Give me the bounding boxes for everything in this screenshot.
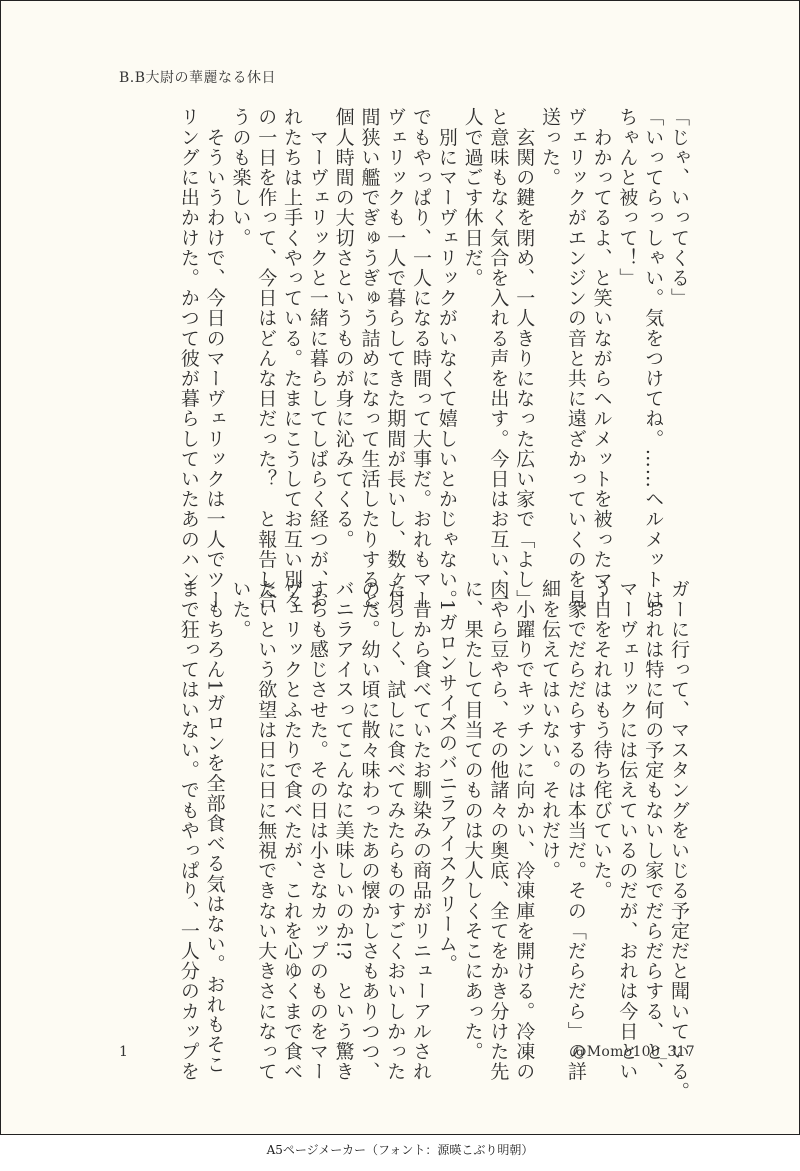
text-line: ヴェリックとふたりで食べたが、これを心ゆくまで食べ	[281, 579, 304, 1082]
text-line: 別にマーヴェリックがいなくて嬉しいとかじゃない。	[435, 107, 458, 610]
text-line: そういうわけで、今日のマーヴェリックは一人でツー	[203, 107, 226, 610]
text-line: いた。	[229, 579, 252, 640]
text-line: まで狂ってはいない。でもやっぱり、一人分のカップを	[177, 579, 200, 1082]
text-line: 個人時間の大切さというものが身に沁みてくる。	[332, 107, 355, 550]
text-line: でもやっぱり、一人になる時間って大事だ。おれもマー	[410, 107, 433, 610]
text-line: れたちは上手くやっている。たまにこうしてお互い別々	[281, 107, 304, 610]
text-line: うのも楽しい。	[229, 107, 252, 248]
text-line: ガーに行って、マスタングをいじる予定だと聞いている。	[668, 579, 690, 1102]
author-handle: @Momo100_317	[572, 1044, 695, 1060]
text-line: う日をそれはもう待ち侘びていた。	[590, 579, 613, 901]
text-line: と意味もなく気合を入れる声を出す。今日はお互い、一	[487, 107, 510, 610]
text-line: 小躍りでキッチンに向かい、冷凍庫を開ける。冷凍の	[513, 579, 536, 1082]
text-line: のだ。幼い頃に散々味わったあの懐かしさもありつつ、	[358, 579, 381, 1082]
text-line: ヴェリックがエンジンの音と共に遠ざかっていくのを見	[564, 107, 587, 610]
page-number: 1	[119, 1044, 128, 1060]
text-line: 「いってらっしゃい。気をつけてね。……ヘルメットは	[642, 107, 665, 610]
text-line: ちゃんと被って！」	[616, 107, 639, 288]
text-line: もちろん1ガロンを全部食べる気はない。おれもそこ	[203, 579, 226, 1075]
text-line: たらしく、試しに食べてみたらものすごくおいしかった	[384, 579, 407, 1082]
text-line: 昔から食べていたお馴染みの商品がリニューアルされ	[410, 579, 433, 1082]
page-title: B.B大尉の華麗なる休日	[119, 70, 277, 86]
text-line: 肉やら豆やら、その他諸々の奥底、全てをかき分けた先	[487, 579, 510, 1082]
text-line: マーヴェリックには伝えているのだが、おれは今日とい	[616, 579, 639, 1082]
text-line: 「じゃ、いってくる」	[668, 107, 690, 308]
text-line: 人で過ごす休日だ。	[461, 107, 484, 288]
text-line: わかってるよ、と笑いながらヘルメットを被ったマー	[590, 107, 613, 610]
body-text-top	[175, 107, 691, 630]
text-line: マーヴェリックと一緒に暮らしてしばらく経つが、お	[306, 107, 329, 610]
text-line: バニラアイスってこんなに美味しいのか!? という驚き	[332, 579, 355, 1082]
text-line: リングに出かけた。かつて彼が暮らしていたあのハン	[177, 107, 200, 590]
text-line: の一日を作って、今日はどんな日だった？ と報告し合	[255, 107, 278, 610]
text-line: 1ガロンサイズのバニラアイスクリーム。	[435, 579, 458, 975]
text-line: 送った。	[539, 107, 562, 188]
text-line: 玄関の鍵を閉め、一人きりになった広い家で「よし」	[513, 107, 536, 610]
text-line: たいという欲望は日に日に無視できない大きさになって	[255, 579, 278, 1082]
text-line: 間狭い艦でぎゅうぎゅう詰めになって生活したりすると、	[358, 107, 381, 630]
text-line: 細を伝えてはいない。それだけ。	[539, 579, 562, 881]
text-line: に、果たして目当てのものは大人しくそこにあった。	[461, 579, 484, 1062]
generator-caption: A5ページメーカー（フォント：源暎こぶり明朝）	[266, 1143, 534, 1157]
text-line: ヴェリックも一人で暮らしてきた期間が長いし、数ヶ月	[384, 107, 407, 610]
text-line: 家でだらだらするのは本当だ。その「だらだら」の詳	[564, 579, 587, 1082]
text-line: すらも感じさせた。その日は小さなカップのものをマー	[306, 579, 329, 1082]
text-line: おれは特に何の予定もないし家でだらだらする、と、	[642, 579, 665, 1082]
